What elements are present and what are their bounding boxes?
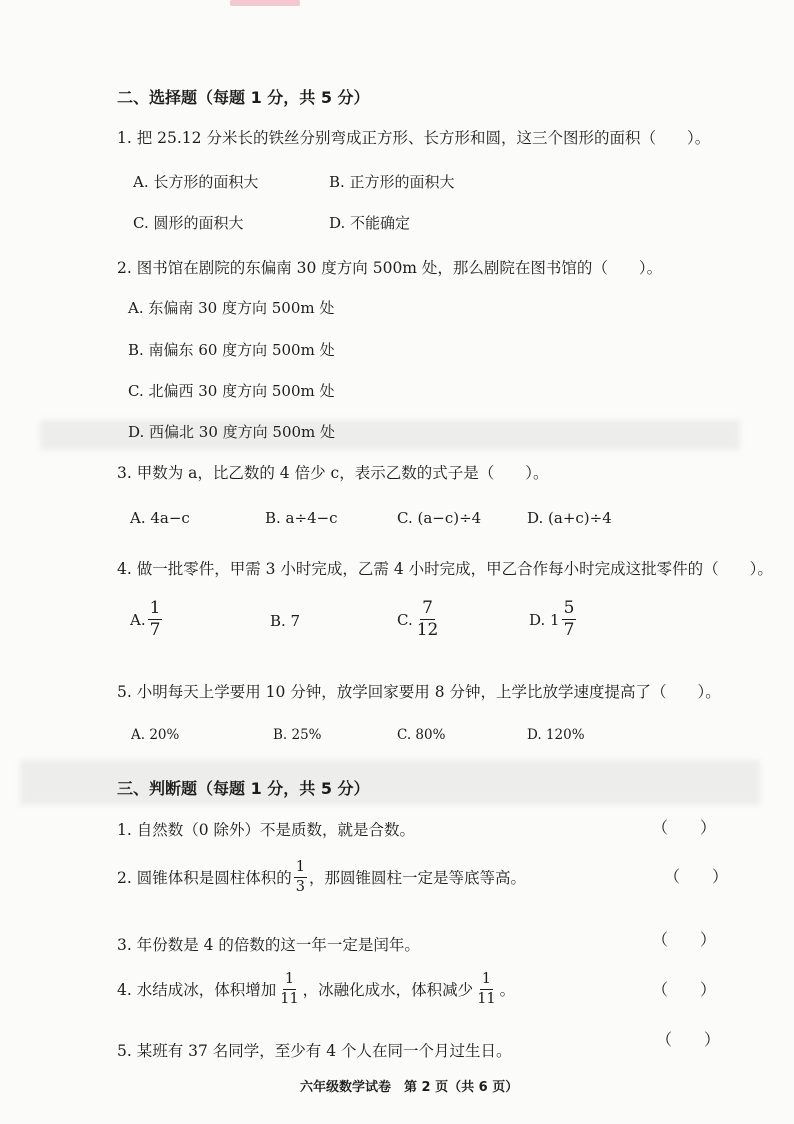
choice-question-1: 1. 把 25.12 分米长的铁丝分别弯成正方形、长方形和圆，这三个图形的面积（ ）。 bbox=[117, 129, 711, 147]
judgement-item-4-text-end: 。 bbox=[499, 981, 516, 999]
judgement-item-4-text: 4. 水结成冰，体积增加 bbox=[117, 981, 277, 999]
q4-option-c-label: C. bbox=[397, 610, 413, 629]
fraction-numerator: 5 bbox=[563, 598, 575, 618]
choice-question-3: 3. 甲数为 a，比乙数的 4 倍少 c，表示乙数的式子是（ ）。 bbox=[117, 464, 549, 482]
judgement-item-2-text-end: ，那圆锥圆柱一定是等底等高。 bbox=[308, 869, 526, 887]
q5-option-d: D. 120% bbox=[527, 727, 585, 743]
fraction-denominator: 7 bbox=[149, 620, 161, 640]
q4-option-c-fraction bbox=[415, 600, 441, 639]
fraction-numerator: 1 bbox=[480, 972, 493, 990]
q1-option-d: D. 不能确定 bbox=[329, 214, 411, 232]
section-heading-choice: 二、选择题（每题 1 分，共 5 分） bbox=[117, 88, 370, 107]
fraction-one-eleventh bbox=[475, 972, 497, 1006]
q1-option-b: B. 正方形的面积大 bbox=[329, 173, 455, 191]
q3-option-a: A. 4a−c bbox=[130, 509, 190, 527]
q3-option-c: C. (a−c)÷4 bbox=[397, 509, 482, 527]
top-color-mark bbox=[230, 0, 300, 6]
q4-option-d bbox=[529, 600, 578, 639]
judgement-item-4 bbox=[117, 972, 515, 1006]
q5-option-a: A. 20% bbox=[131, 727, 180, 743]
judgement-item-1: 1. 自然数（0 除外）不是质数，就是合数。 bbox=[117, 821, 416, 839]
judgement-item-4-text-mid: ，冰融化成水，体积减少 bbox=[302, 981, 474, 999]
fraction-one-eleventh bbox=[278, 972, 300, 1006]
judgement-item-2 bbox=[117, 860, 526, 894]
fraction-denominator: 11 bbox=[477, 990, 496, 1007]
fraction-denominator: 3 bbox=[295, 878, 305, 895]
fraction-denominator: 12 bbox=[416, 620, 439, 640]
q4-option-a-fraction bbox=[148, 600, 163, 639]
section-heading-judgement: 三、判断题（每题 1 分，共 5 分） bbox=[117, 779, 370, 798]
fraction-denominator: 7 bbox=[563, 620, 575, 640]
q4-option-a bbox=[130, 600, 164, 639]
fraction-numerator: 1 bbox=[294, 860, 307, 878]
choice-question-4: 4. 做一批零件，甲需 3 小时完成，乙需 4 小时完成，甲乙合作每小时完成这批零件的（ ）。 bbox=[117, 560, 773, 578]
answer-paren-3: （ ） bbox=[652, 930, 717, 949]
q1-option-c: C. 圆形的面积大 bbox=[133, 214, 244, 232]
answer-paren-2: （ ） bbox=[664, 867, 729, 886]
fraction-denominator: 11 bbox=[280, 990, 299, 1007]
q4-option-a-label: A. bbox=[130, 610, 146, 629]
fraction-numerator: 1 bbox=[283, 972, 296, 990]
q2-option-a: A. 东偏南 30 度方向 500m 处 bbox=[128, 299, 335, 317]
page-footer: 六年级数学试卷 第 2 页（共 6 页） bbox=[300, 1080, 519, 1095]
answer-paren-5: （ ） bbox=[656, 1030, 721, 1049]
q4-option-c bbox=[397, 600, 442, 639]
choice-question-5: 5. 小明每天上学要用 10 分钟，放学回家要用 8 分钟，上学比放学速度提高了（ ）。 bbox=[117, 683, 721, 701]
answer-paren-4: （ ） bbox=[652, 980, 717, 999]
judgement-item-5: 5. 某班有 37 名同学，至少有 4 个人在同一个月过生日。 bbox=[117, 1042, 512, 1060]
q3-option-d: D. (a+c)÷4 bbox=[527, 509, 612, 527]
fraction-numerator: 1 bbox=[149, 598, 161, 618]
judgement-item-2-text: 2. 圆锥体积是圆柱体积的 bbox=[117, 869, 292, 887]
q4-option-b: B. 7 bbox=[270, 612, 301, 630]
answer-paren-1: （ ） bbox=[652, 818, 717, 837]
q1-option-a: A. 长方形的面积大 bbox=[133, 173, 259, 191]
judgement-item-3: 3. 年份数是 4 的倍数的这一年一定是闰年。 bbox=[117, 936, 420, 954]
q3-option-b: B. a÷4−c bbox=[265, 509, 338, 527]
q5-option-c: C. 80% bbox=[397, 727, 446, 743]
q2-option-c: C. 北偏西 30 度方向 500m 处 bbox=[128, 382, 335, 400]
q2-option-b: B. 南偏东 60 度方向 500m 处 bbox=[128, 341, 335, 359]
q2-option-d: D. 西偏北 30 度方向 500m 处 bbox=[128, 423, 336, 441]
q5-option-b: B. 25% bbox=[273, 727, 322, 743]
q4-option-d-fraction bbox=[562, 600, 577, 639]
choice-question-2: 2. 图书馆在剧院的东偏南 30 度方向 500m 处，那么剧院在图书馆的（ ）。 bbox=[117, 259, 663, 277]
fraction-one-third bbox=[294, 860, 307, 894]
fraction-numerator: 7 bbox=[422, 598, 433, 618]
q4-option-d-label: D. 1 bbox=[529, 610, 560, 629]
